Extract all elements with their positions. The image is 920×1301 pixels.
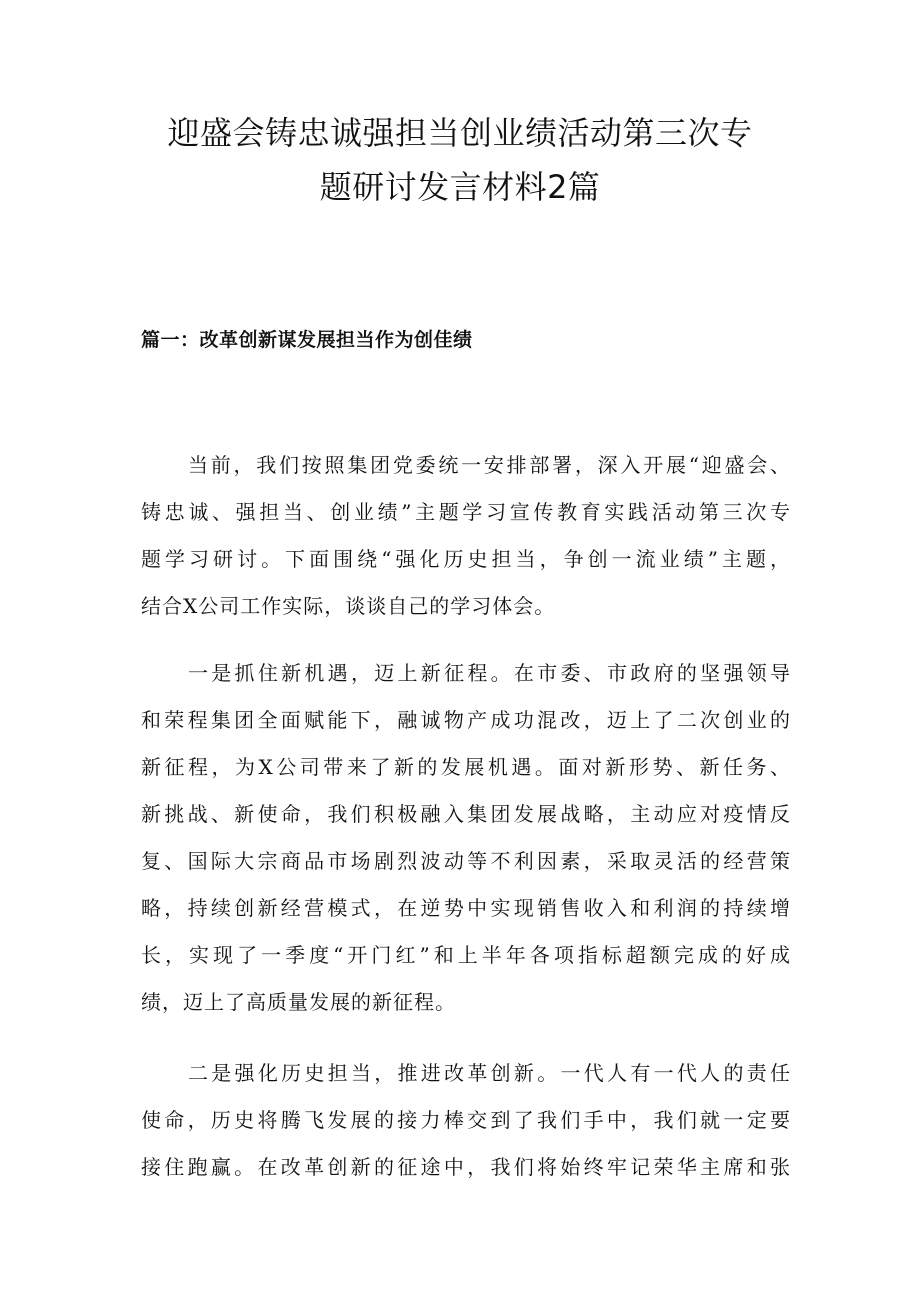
- paragraph-line: 接住跑赢。在改革创新的征途中，我们将始终牢记荣华主席和张: [141, 1155, 791, 1179]
- document-title-line-1: 迎盛会铸忠诚强担当创业绩活动第三次专: [167, 114, 753, 152]
- paragraph-line: 一是抓住新机遇，迈上新征程。在市委、市政府的坚强领导: [188, 661, 791, 685]
- paragraph-line: 略，持续创新经营模式，在逆势中实现销售收入和利润的持续增: [141, 896, 791, 920]
- paragraph-line: 新挑战、新使命，我们积极融入集团发展战略，主动应对疫情反: [141, 802, 791, 826]
- paragraph-line: 结合X公司工作实际，谈谈自己的学习体会。: [141, 594, 556, 618]
- paragraph-3: [141, 1050, 791, 1191]
- paragraph-2: [141, 650, 791, 1026]
- paragraph-line: 铸忠诚、强担当、创业绩”主题学习宣传教育实践活动第三次专: [141, 500, 791, 524]
- paragraph-line: 当前，我们按照集团党委统一安排部署，深入开展“迎盛会、: [188, 453, 791, 477]
- paragraph-line: 长，实现了一季度“开门红”和上半年各项指标超额完成的好成: [141, 943, 791, 967]
- section-heading: 篇一：改革创新谋发展担当作为创佳绩: [141, 329, 473, 351]
- paragraph-line: 复、国际大宗商品市场剧烈波动等不利因素，采取灵活的经营策: [141, 849, 791, 873]
- document-title-line-2: 题研讨发言材料2篇: [319, 168, 601, 206]
- paragraph-line: 题学习研讨。下面围绕“强化历史担当，争创一流业绩”主题，: [141, 547, 791, 571]
- paragraph-line: 和荣程集团全面赋能下，融诚物产成功混改，迈上了二次创业的: [141, 708, 791, 732]
- paragraph-1: [141, 442, 791, 630]
- paragraph-line: 二是强化历史担当，推进改革创新。一代人有一代人的责任: [188, 1061, 791, 1085]
- paragraph-line: 新征程，为X公司带来了新的发展机遇。面对新形势、新任务、: [141, 755, 791, 779]
- paragraph-line: 绩，迈上了高质量发展的新征程。: [141, 990, 456, 1014]
- paragraph-line: 使命，历史将腾飞发展的接力棒交到了我们手中，我们就一定要: [141, 1108, 791, 1132]
